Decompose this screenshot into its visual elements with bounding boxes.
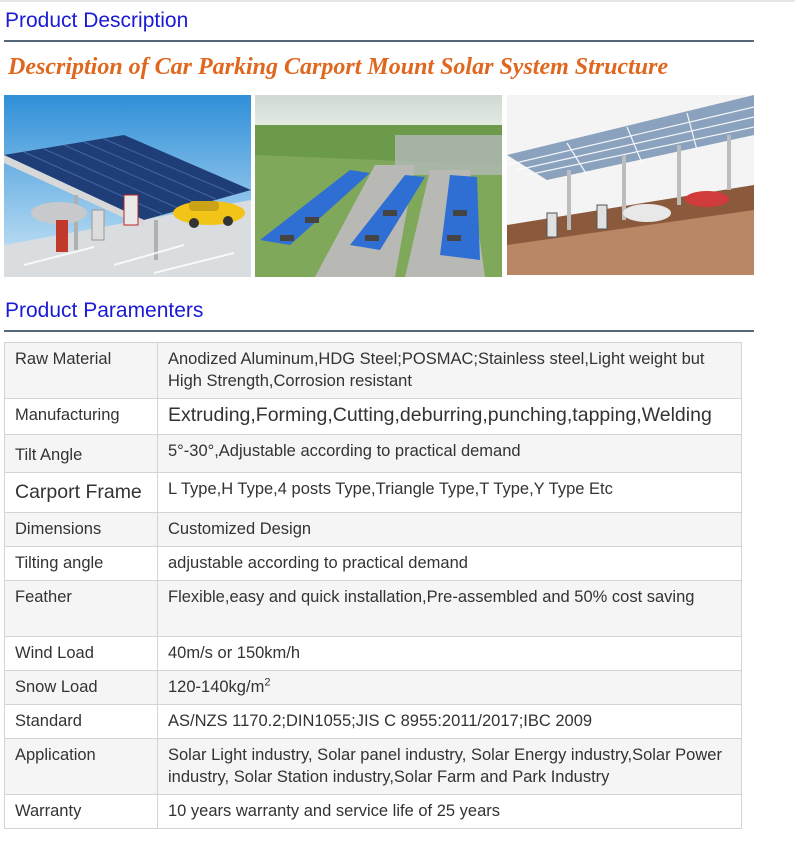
- section-rule-description: [4, 40, 754, 42]
- section-title-parameters: Product Paramenters: [5, 299, 204, 322]
- param-key: Carport Frame: [5, 473, 158, 513]
- section-title-description: Product Description: [5, 9, 189, 32]
- param-key: Snow Load: [5, 671, 158, 705]
- table-row: [5, 435, 742, 473]
- table-row: [5, 637, 742, 671]
- section-rule-parameters: [4, 330, 754, 332]
- param-value: [158, 671, 742, 705]
- param-value: Solar Light industry, Solar panel industry, Solar Energy industry,Solar Power industry, Solar Station industry,Solar Farm and Park Industry: [158, 739, 742, 795]
- table-row: [5, 705, 742, 739]
- snow-load-unit-superscript: 2: [264, 676, 271, 689]
- param-key: Manufacturing: [5, 399, 158, 435]
- param-key: Feather: [5, 581, 158, 637]
- carport-photo-rows: [255, 95, 502, 277]
- description-subtitle: Description of Car Parking Carport Mount Solar System Structure: [8, 54, 669, 80]
- param-key: Application: [5, 739, 158, 795]
- table-row: [5, 739, 742, 795]
- param-value: 5°-30°,Adjustable according to practical demand: [158, 435, 742, 473]
- param-key: Tilt Angle: [5, 435, 158, 473]
- param-value: Flexible,easy and quick installation,Pre-assembled and 50% cost saving: [158, 581, 742, 637]
- param-value: AS/NZS 1170.2;DIN1055;JIS C 8955:2011/2017;IBC 2009: [158, 705, 742, 739]
- param-value: 40m/s or 150km/h: [158, 637, 742, 671]
- param-key: Raw Material: [5, 343, 158, 399]
- param-value: Customized Design: [158, 513, 742, 547]
- table-row: [5, 473, 742, 513]
- param-key: Wind Load: [5, 637, 158, 671]
- table-row: [5, 671, 742, 705]
- param-key: Dimensions: [5, 513, 158, 547]
- carport-photo-ev-charging: [4, 95, 251, 277]
- param-value: Anodized Aluminum,HDG Steel;POSMAC;Stainless steel,Light weight but High Strength,Corrosion resistant: [158, 343, 742, 399]
- table-row: [5, 513, 742, 547]
- top-divider: [0, 0, 795, 2]
- table-row: [5, 547, 742, 581]
- table-row: [5, 399, 742, 435]
- param-value: L Type,H Type,4 posts Type,Triangle Type,T Type,Y Type Etc: [158, 473, 742, 513]
- param-value: 10 years warranty and service life of 25 years: [158, 795, 742, 829]
- carport-photo-structure: [507, 95, 754, 275]
- product-parameters-table: [4, 342, 742, 829]
- table-row: [5, 795, 742, 829]
- param-key: Standard: [5, 705, 158, 739]
- param-value: adjustable according to practical demand: [158, 547, 742, 581]
- snow-load-value: 120-140kg/m: [168, 678, 265, 696]
- param-key: Tilting angle: [5, 547, 158, 581]
- param-value: Extruding,Forming,Cutting,deburring,punching,tapping,Welding: [158, 399, 742, 435]
- table-row: [5, 581, 742, 637]
- table-row: [5, 343, 742, 399]
- param-key: Warranty: [5, 795, 158, 829]
